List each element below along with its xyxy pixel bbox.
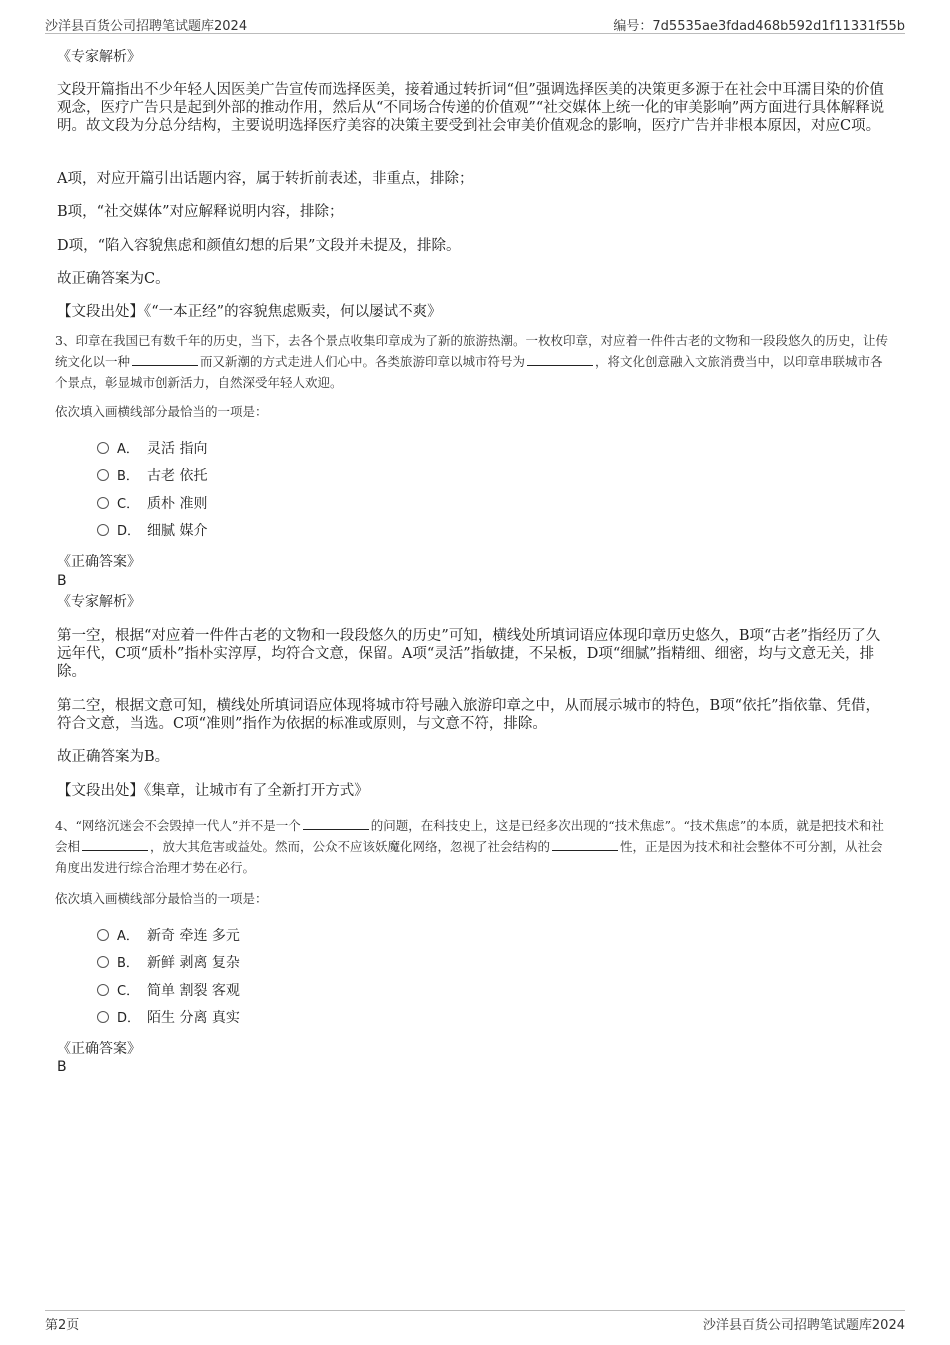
radio-icon[interactable] xyxy=(97,442,109,454)
q4-blank-2 xyxy=(82,838,148,851)
q3-stem-part1: 3、印章在我国已有数千年的历史，当下，去各个景点收集印章成为了新的旅游热潮。一枚枚印章，对应着一件件古老的文物和一段段悠久的历史，让传统文化以一种 xyxy=(55,333,888,369)
q4-answer-heading: 《正确答案》 xyxy=(57,1041,141,1057)
page-header xyxy=(45,13,905,34)
option-letter: D． xyxy=(117,1011,141,1026)
q2-analysis-p2: A项，对应开篇引出话题内容，属于转折前表述，非重点，排除； xyxy=(57,171,474,187)
q2-analysis-p5: 故正确答案为C。 xyxy=(57,271,170,287)
radio-icon[interactable] xyxy=(97,1011,109,1023)
q4-stem-part3: ，放大其危害或益处。然而，公众不应该妖魔化网络，忽视了社会结构的 xyxy=(150,839,551,854)
q3-option-a[interactable] xyxy=(97,439,207,459)
q3-answer: B xyxy=(57,573,67,589)
option-letter: A． xyxy=(117,442,139,457)
q4-option-a[interactable] xyxy=(97,926,240,946)
option-letter: B． xyxy=(117,469,139,484)
q3-blank-1 xyxy=(132,353,198,366)
q2-analysis-p1: 文段开篇指出不少年轻人因医美广告宣传而选择医美，接着通过转折词“但”强调选择医美的决策更多源于在社会中耳濡目染的价值观念，医疗广告只是起到外部的推动作用，然后从“不同场合传递的价值观”“社交媒体上统一化的审美影响”两方面进行具体解释说明。故文段为分总分结构，主要说明选择医疗美容的决策主要受到社会审美价值观念的影响，医疗广告并非根本原因，对应C项。 xyxy=(57,82,885,134)
q3-stem xyxy=(55,330,895,393)
q3-analysis-p3: 故正确答案为B。 xyxy=(57,749,170,765)
q3-prompt: 依次填入画横线部分最恰当的一项是： xyxy=(55,404,268,419)
header-title: 沙洋县百货公司招聘笔试题库2024 xyxy=(45,19,248,34)
q3-answer-heading: 《正确答案》 xyxy=(57,554,141,570)
q3-option-d[interactable] xyxy=(97,521,207,541)
option-text: 古老 依托 xyxy=(147,468,208,484)
radio-icon[interactable] xyxy=(97,497,109,509)
q2-analysis-p3: B项，“社交媒体”对应解释说明内容，排除； xyxy=(57,204,344,220)
option-text: 质朴 准则 xyxy=(147,496,208,512)
q3-analysis-p1: 第一空，根据“对应着一件件古老的文物和一段段悠久的历史”可知，横线处所填词语应体现印章历史悠久，B项“古老”指经历了久远年代，C项“质朴”指朴实淳厚，均符合文意，保留。A项“灵活”指敏捷，不呆板，D项“细腻”指精细、细密，均与文意无关，排除。 xyxy=(57,628,881,680)
q3-analysis-p2: 第二空，根据文意可知，横线处所填词语应体现将城市符号融入旅游印章之中，从而展示城市的特色，B项“依托”指依靠、凭借，符合文意，当选。C项“准则”指作为依据的标准或原则，与文意不符，排除。 xyxy=(57,698,880,732)
q4-stem-part2: 的问题，在科技史上，这是已经多次出现的“技术焦虑”。“技术焦虑”的本质，就是把技术和社会相 xyxy=(55,818,884,854)
q3-option-b[interactable] xyxy=(97,466,207,486)
option-text: 新鲜 剥离 复杂 xyxy=(147,955,240,971)
q4-stem-part4: 性，正是因为技术和社会整体不可分割，从社会角度出发进行综合治理才势在必行。 xyxy=(55,839,883,875)
radio-icon[interactable] xyxy=(97,524,109,536)
q3-analysis-heading: 《专家解析》 xyxy=(57,594,141,610)
option-letter: C． xyxy=(117,984,140,999)
option-text: 细腻 媒介 xyxy=(147,523,208,539)
option-letter: C． xyxy=(117,497,140,512)
radio-icon[interactable] xyxy=(97,929,109,941)
option-text: 新奇 牵连 多元 xyxy=(147,928,240,944)
option-text: 简单 割裂 客观 xyxy=(147,983,240,999)
option-text: 陌生 分离 真实 xyxy=(147,1010,240,1026)
q3-blank-2 xyxy=(527,353,593,366)
option-letter: A． xyxy=(117,929,139,944)
q2-source: 【文段出处】《“一本正经”的容貌焦虑贩卖，何以屡试不爽》 xyxy=(57,304,442,320)
q2-analysis-heading: 《专家解析》 xyxy=(57,49,141,65)
q3-option-c[interactable] xyxy=(97,494,207,514)
radio-icon[interactable] xyxy=(97,469,109,481)
q4-stem xyxy=(55,815,895,878)
option-letter: D． xyxy=(117,524,141,539)
q3-source: 【文段出处】《集章，让城市有了全新打开方式》 xyxy=(57,783,369,799)
q2-analysis-p4: D项，“陷入容貌焦虑和颜值幻想的后果”文段并未提及，排除。 xyxy=(57,238,461,254)
page-footer xyxy=(45,1310,905,1331)
q4-option-d[interactable] xyxy=(97,1008,240,1028)
q3-stem-part3: ，将文化创意融入文旅消费当中，以印章串联城市各个景点，彰显城市创新活力，自然深受年轻人欢迎。 xyxy=(55,354,883,390)
option-letter: B． xyxy=(117,956,139,971)
q4-option-b[interactable] xyxy=(97,953,240,973)
radio-icon[interactable] xyxy=(97,956,109,968)
q4-option-c[interactable] xyxy=(97,981,240,1001)
footer-title: 沙洋县百货公司招聘笔试题库2024 xyxy=(702,1318,905,1333)
q3-stem-part2: 而又新潮的方式走进人们心中。各类旅游印章以城市符号为 xyxy=(200,354,526,369)
q4-blank-3 xyxy=(552,838,618,851)
q4-blank-1 xyxy=(303,817,369,830)
q4-stem-part1: 4、“网络沉迷会不会毁掉一代人”并不是一个 xyxy=(55,818,301,833)
header-serial: 编号：7d5535ae3fdad468b592d1f11331f55b xyxy=(613,19,905,34)
radio-icon[interactable] xyxy=(97,984,109,996)
page-number: 第2页 xyxy=(45,1318,80,1333)
q4-prompt: 依次填入画横线部分最恰当的一项是： xyxy=(55,891,268,906)
q4-answer: B xyxy=(57,1059,67,1075)
option-text: 灵活 指向 xyxy=(147,441,208,457)
